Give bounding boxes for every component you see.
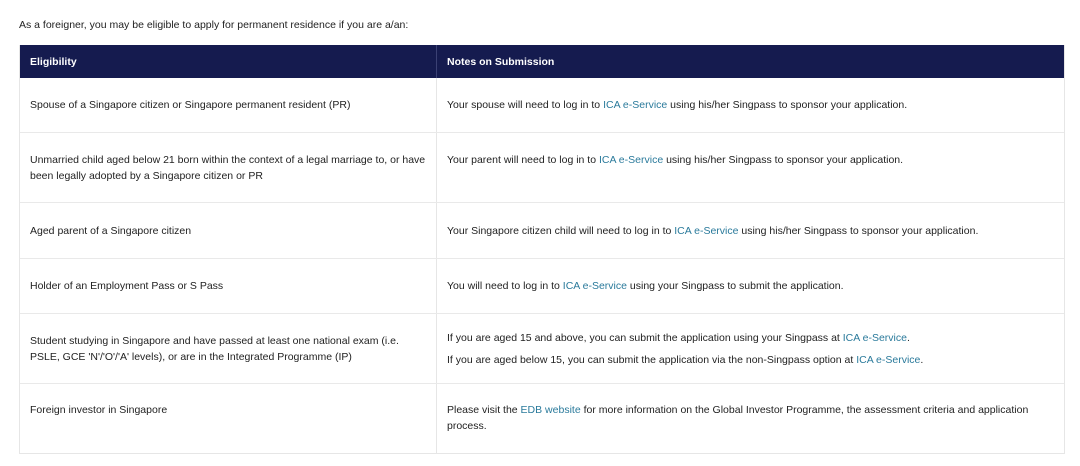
note-paragraph bbox=[447, 330, 1054, 346]
note-text: If you are aged below 15, you can submit the application via the non-Singpass option at bbox=[447, 353, 857, 366]
table-row bbox=[20, 78, 1064, 133]
note-text: . bbox=[906, 331, 910, 344]
note-text: Please visit the bbox=[447, 404, 521, 416]
notes-cell bbox=[437, 133, 1064, 202]
note-text: . bbox=[920, 353, 924, 366]
edb-website-link[interactable]: EDB website bbox=[520, 404, 581, 416]
eligibility-text: Foreign investor in Singapore bbox=[30, 404, 168, 416]
note-paragraph bbox=[447, 352, 1054, 368]
note-paragraph bbox=[447, 402, 1054, 434]
eligibility-text: Student studying in Singapore and have passed at least one national exam (i.e. PSLE, GCE 'N'/'O'/'A' levels), or are in the Integrated Programme (IP) bbox=[30, 334, 399, 363]
eligibility-cell bbox=[20, 314, 437, 383]
ica-eservice-link[interactable]: ICA e-Service bbox=[603, 99, 668, 111]
ica-eservice-link[interactable]: ICA e-Service bbox=[562, 280, 627, 292]
notes-cell bbox=[437, 78, 1064, 132]
eligibility-cell bbox=[20, 78, 437, 132]
eligibility-table bbox=[19, 45, 1065, 454]
table-row bbox=[20, 314, 1064, 384]
note-text: using his/her Singpass to sponsor your application. bbox=[667, 99, 908, 111]
table-row bbox=[20, 384, 1064, 453]
table-row bbox=[20, 203, 1064, 259]
table-row bbox=[20, 133, 1064, 203]
note-text: Your parent will need to log in to bbox=[447, 153, 599, 166]
note-text: You will need to log in to bbox=[447, 280, 563, 292]
eligibility-text: Spouse of a Singapore citizen or Singapore permanent resident (PR) bbox=[30, 99, 351, 111]
note-text: using your Singpass to submit the application. bbox=[626, 280, 844, 292]
table-header-row bbox=[20, 45, 1064, 78]
note-paragraph bbox=[447, 223, 1054, 239]
intro-text: As a foreigner, you may be eligible to apply for permanent residence if you are a/an: bbox=[19, 19, 409, 31]
ica-eservice-link[interactable]: ICA e-Service bbox=[856, 353, 921, 366]
eligibility-cell bbox=[20, 133, 437, 202]
header-eligibility: Eligibility bbox=[20, 45, 437, 78]
eligibility-text: Aged parent of a Singapore citizen bbox=[30, 224, 192, 237]
eligibility-cell bbox=[20, 259, 437, 313]
note-text: using his/her Singpass to sponsor your application. bbox=[738, 224, 979, 237]
eligibility-cell bbox=[20, 203, 437, 258]
eligibility-text: Holder of an Employment Pass or S Pass bbox=[30, 280, 224, 292]
note-paragraph bbox=[447, 278, 1054, 294]
note-text: Your Singapore citizen child will need to log in to bbox=[447, 224, 675, 237]
ica-eservice-link[interactable]: ICA e-Service bbox=[598, 153, 664, 166]
notes-cell bbox=[437, 384, 1064, 453]
notes-cell bbox=[437, 314, 1064, 383]
header-notes: Notes on Submission bbox=[447, 55, 555, 68]
ica-eservice-link[interactable]: ICA e-Service bbox=[842, 331, 907, 344]
ica-eservice-link[interactable]: ICA e-Service bbox=[674, 224, 739, 237]
notes-cell bbox=[437, 259, 1064, 313]
note-text: Your spouse will need to log in to bbox=[447, 99, 604, 111]
table-row bbox=[20, 259, 1064, 314]
eligibility-text: Unmarried child aged below 21 born within the context of a legal marriage to, or have been legally adopted by a Singapore citizen or PR bbox=[30, 153, 426, 182]
note-text: for more information on the Global Investor Programme, the assessment criteria and application process. bbox=[447, 404, 1029, 432]
note-paragraph bbox=[447, 97, 1054, 113]
note-paragraph bbox=[447, 152, 1054, 168]
note-text: If you are aged 15 and above, you can submit the application using your Singpass at bbox=[447, 331, 843, 344]
note-text: using his/her Singpass to sponsor your application. bbox=[663, 153, 904, 166]
eligibility-cell bbox=[20, 384, 437, 453]
notes-cell bbox=[437, 203, 1064, 258]
